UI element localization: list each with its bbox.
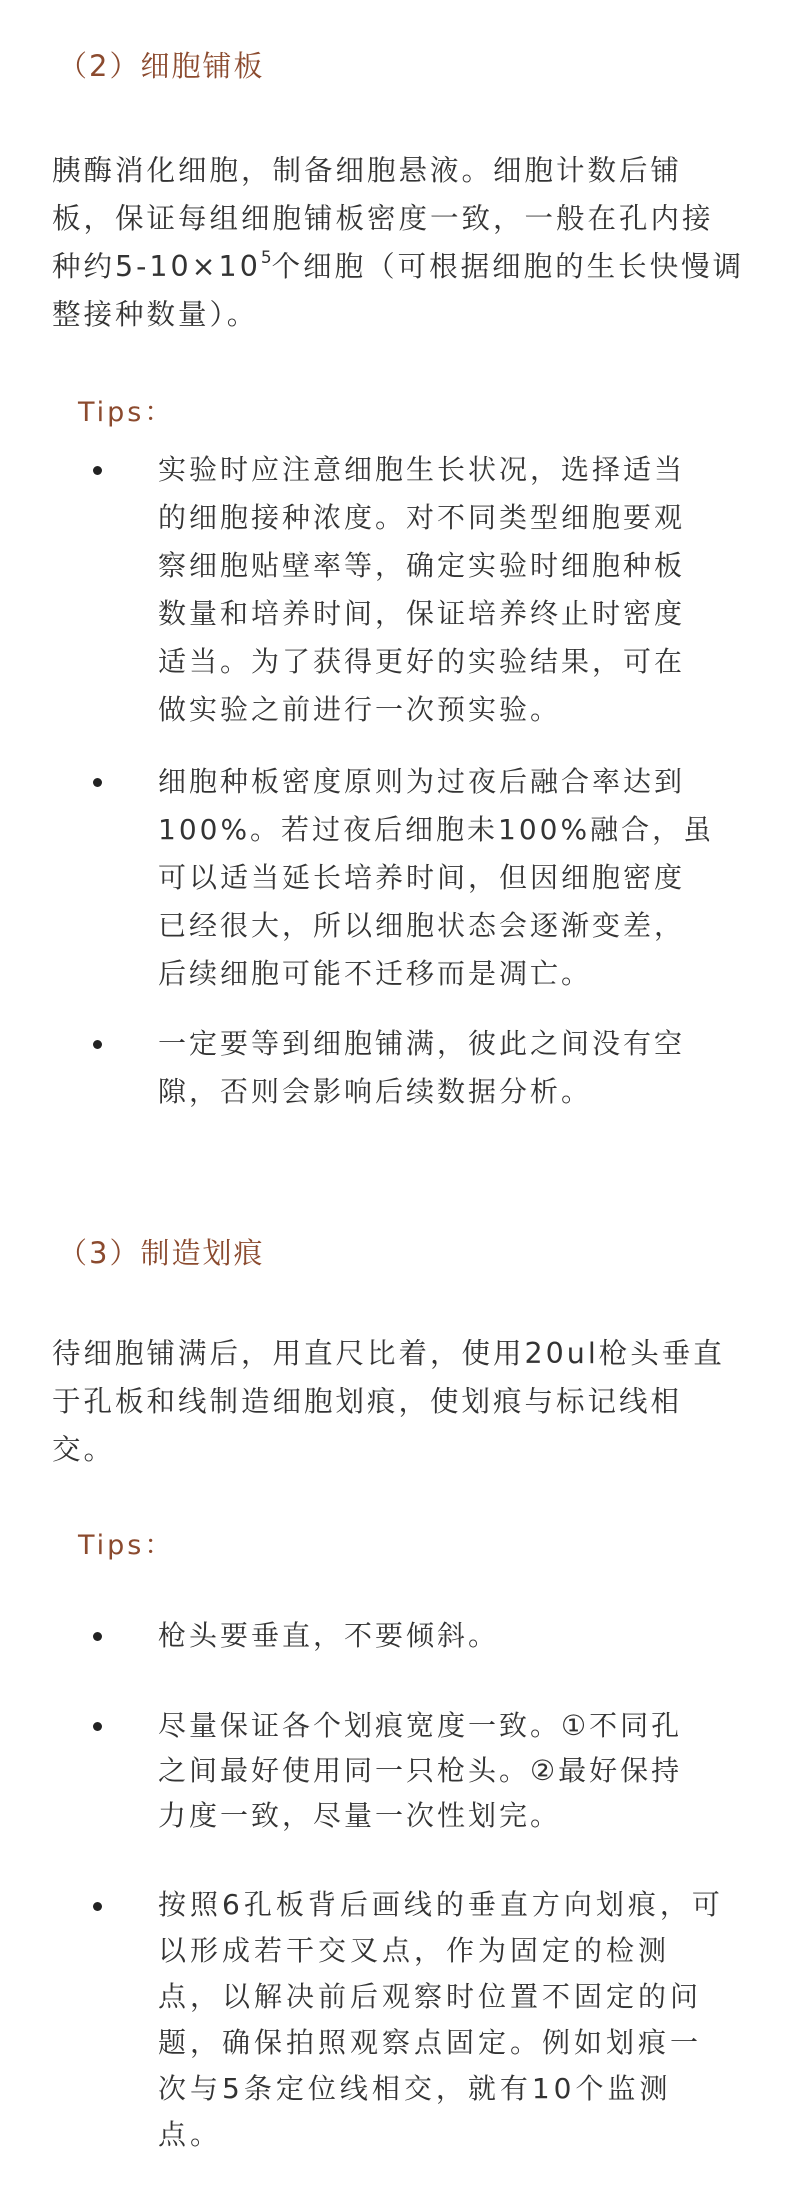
paragraph-line: 于孔板和线制造细胞划痕，使划痕与标记线相 xyxy=(52,1385,683,1418)
paragraph-line: 板，保证每组细胞铺板密度一致，一般在孔内接 xyxy=(52,202,714,235)
tip-line: 按照6孔板背后画线的垂直方向划痕，可 xyxy=(158,1888,724,1921)
tip-line: 之间最好使用同一只枪头。②最好保持 xyxy=(158,1754,683,1787)
tip-line: 100%。若过夜后细胞未100%融合，虽 xyxy=(158,813,715,846)
tip-line: 隙，否则会影响后续数据分析。 xyxy=(158,1075,593,1108)
tip-line: 数量和培养时间，保证培养终止时密度 xyxy=(158,597,686,630)
tip-line: 次与5条定位线相交，就有10个监测 xyxy=(158,2072,672,2105)
tip-line: 已经很大，所以细胞状态会逐渐变差， xyxy=(158,909,686,942)
tip-item xyxy=(158,1613,758,1658)
section-3-heading: （3）制造划痕 xyxy=(58,1236,265,1270)
bullet-dot xyxy=(93,1040,102,1049)
bullet-dot xyxy=(93,1902,102,1911)
tip-item xyxy=(158,1703,758,1838)
paragraph-text: 种约5-10×10 xyxy=(52,250,261,283)
tip-item xyxy=(158,446,758,734)
tip-line: 以形成若干交叉点，作为固定的检测 xyxy=(158,1934,671,1967)
tip-line: 枪头要垂直，不要倾斜。 xyxy=(158,1619,500,1652)
tip-line: 的细胞接种浓度。对不同类型细胞要观 xyxy=(158,501,686,534)
paragraph-line xyxy=(52,243,752,291)
bullet-dot xyxy=(93,1632,102,1641)
tip-line: 可以适当延长培养时间，但因细胞密度 xyxy=(158,861,686,894)
tip-line: 尽量保证各个划痕宽度一致。①不同孔 xyxy=(158,1709,683,1742)
tips-label: Tips： xyxy=(78,1530,175,1561)
tip-line: 力度一致，尽量一次性划完。 xyxy=(158,1799,562,1832)
paragraph-text: 个细胞（可根据细胞的生长快慢调 xyxy=(271,250,745,283)
bullet-dot xyxy=(93,778,102,787)
tip-item xyxy=(158,1020,758,1116)
tip-line: 题，确保拍照观察点固定。例如划痕一 xyxy=(158,2026,703,2059)
tip-line: 点，以解决前后观察时位置不固定的问 xyxy=(158,1980,703,2013)
paragraph-line: 胰酶消化细胞，制备细胞悬液。细胞计数后铺 xyxy=(52,154,683,187)
tip-line: 点。 xyxy=(158,2118,223,2151)
tip-line: 适当。为了获得更好的实验结果，可在 xyxy=(158,645,686,678)
tip-line: 做实验之前进行一次预实验。 xyxy=(158,693,562,726)
tip-item xyxy=(158,758,758,998)
tip-line: 实验时应注意细胞生长状况，选择适当 xyxy=(158,453,686,486)
exponent: 5 xyxy=(260,248,272,268)
tip-line: 一定要等到细胞铺满，彼此之间没有空 xyxy=(158,1027,686,1060)
section-2-paragraph xyxy=(52,147,752,339)
tip-line: 察细胞贴壁率等，确定实验时细胞种板 xyxy=(158,549,686,582)
section-3-paragraph xyxy=(52,1330,752,1474)
bullet-dot xyxy=(93,1722,102,1731)
tip-item xyxy=(158,1882,758,2158)
bullet-dot xyxy=(93,466,102,475)
paragraph-line: 待细胞铺满后，用直尺比着，使用20ul枪头垂直 xyxy=(52,1337,725,1370)
paragraph-line: 整接种数量）。 xyxy=(52,298,259,331)
tip-line: 细胞种板密度原则为过夜后融合率达到 xyxy=(158,765,686,798)
section-2-heading: （2）细胞铺板 xyxy=(58,49,265,83)
tips-label: Tips： xyxy=(78,397,175,428)
tip-line: 后续细胞可能不迁移而是凋亡。 xyxy=(158,957,593,990)
paragraph-line: 交。 xyxy=(52,1433,116,1466)
